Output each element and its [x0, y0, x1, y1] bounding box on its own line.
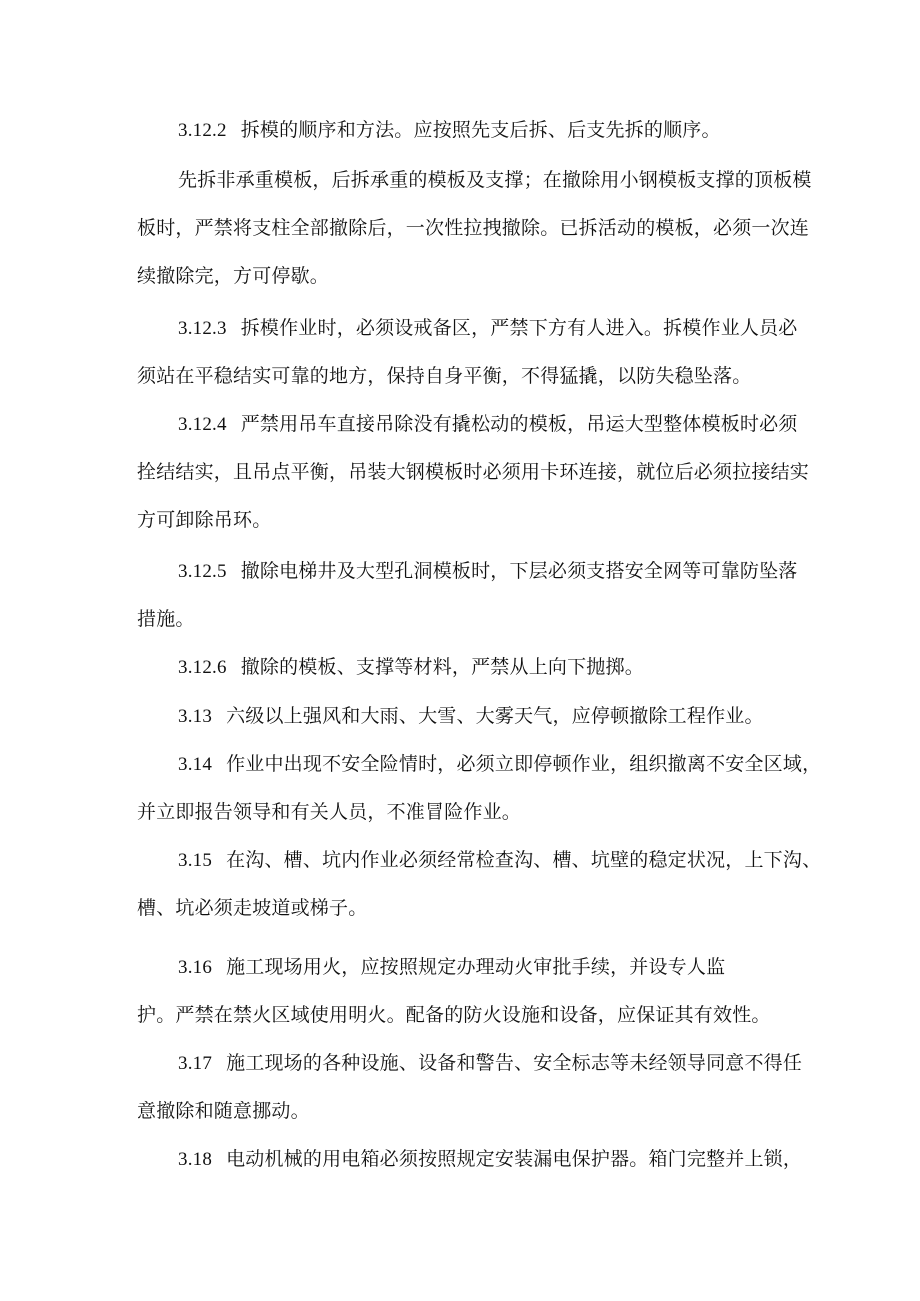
clause-text: 拆模作业时，必须设戒备区，严禁下方有人进入。拆模作业人员必: [240, 317, 798, 339]
clause-text: 施工现场的各种设施、设备和警告、安全标志等未经领导同意不得任: [226, 1052, 803, 1074]
clause-number: 3.14: [178, 754, 213, 775]
paragraph-line: [137, 800, 797, 824]
paragraph-line: [178, 168, 838, 192]
paragraph-line: [137, 1099, 797, 1123]
clause-text: 电动机械的用电箱必须按照规定安装漏电保护器。箱门完整并上锁，: [226, 1148, 803, 1170]
paragraph-text: 并立即报告领导和有关人员，不准冒险作业。: [137, 801, 522, 823]
clause-number: 3.12.2: [178, 120, 227, 141]
paragraph-text: 护。严禁在禁火区域使用明火。配备的防火设施和设备，应保证其有效性。: [137, 1004, 771, 1026]
paragraph-text: 板时，严禁将支柱全部撤除后，一次性拉拽撤除。已拆活动的模板，必须一次连: [137, 217, 810, 239]
clause-number: 3.12.6: [178, 657, 227, 678]
paragraph-text: 续撤除完，方可停歇。: [137, 265, 330, 287]
clause-3-14: [178, 752, 838, 777]
clause-number: 3.12.4: [178, 414, 227, 435]
clause-text: 严禁用吊车直接吊除没有撬松动的模板，吊运大型整体模板时必须: [240, 413, 798, 435]
paragraph-text: 槽、坑必须走坡道或梯子。: [137, 897, 368, 919]
paragraph-text: 拴结结实，且吊点平衡，吊装大钢模板时必须用卡环连接，就位后必须拉接结实: [137, 461, 810, 483]
paragraph-text: 方可卸除吊环。: [137, 509, 272, 531]
clause-number: 3.17: [178, 1053, 213, 1074]
clause-number: 3.15: [178, 850, 213, 871]
paragraph-line: [137, 896, 797, 920]
clause-text: 撤除的模板、支撑等材料，严禁从上向下抛掷。: [240, 656, 644, 678]
paragraph-text: 意撤除和随意挪动。: [137, 1100, 310, 1122]
paragraph-line: [137, 264, 797, 288]
clause-number: 3.12.5: [178, 561, 227, 582]
paragraph-text: 须站在平稳结实可靠的地方，保持自身平衡，不得猛撬，以防失稳坠落。: [137, 365, 752, 387]
clause-3-12-2: [178, 118, 838, 143]
paragraph-line: [137, 460, 810, 484]
clause-3-13: [178, 704, 838, 729]
clause-3-17: [178, 1051, 838, 1076]
clause-3-15: [178, 848, 838, 873]
paragraph-text: 先拆非承重模板，后拆承重的模板及支撑；在撤除用小钢模板支撑的顶板模: [178, 169, 812, 191]
clause-number: 3.12.3: [178, 318, 227, 339]
clause-3-12-3: [178, 316, 838, 341]
clause-3-12-4: [178, 412, 838, 437]
clause-text: 六级以上强风和大雨、大雪、大雾天气，应停顿撤除工程作业。: [226, 705, 764, 727]
clause-text: 作业中出现不安全险情时，必须立即停顿作业，组织撤离不安全区域，: [226, 753, 822, 775]
clause-text: 拆模的顺序和方法。应按照先支后拆、后支先拆的顺序。: [240, 119, 721, 141]
clause-number: 3.18: [178, 1149, 213, 1170]
paragraph-line: [137, 216, 810, 240]
clause-number: 3.16: [178, 957, 213, 978]
clause-text: 施工现场用火，应按照规定办理动火审批手续，并设专人监: [226, 956, 726, 978]
clause-3-12-6: [178, 655, 838, 680]
clause-number: 3.13: [178, 706, 213, 727]
paragraph-line: [137, 508, 797, 532]
clause-3-18: [178, 1147, 838, 1172]
clause-3-16: [178, 955, 838, 980]
paragraph-line: [137, 1003, 797, 1027]
clause-3-12-5: [178, 559, 838, 584]
paragraph-line: [137, 607, 797, 631]
clause-text: 撤除电梯井及大型孔洞模板时，下层必须支搭安全网等可靠防坠落: [240, 560, 798, 582]
clause-text: 在沟、槽、坑内作业必须经常检查沟、槽、坑壁的稳定状况，上下沟、: [226, 849, 822, 871]
paragraph-line: [137, 364, 797, 388]
paragraph-text: 措施。: [137, 608, 195, 630]
